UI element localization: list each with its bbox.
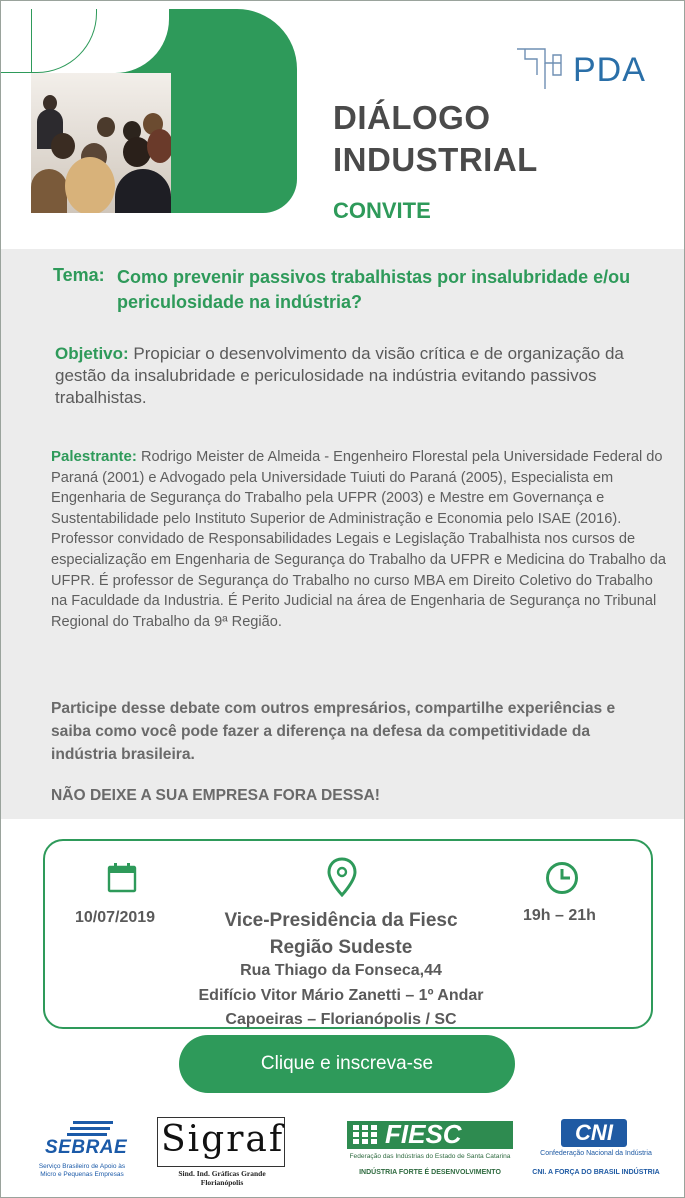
cni-subtitle: Confederação Nacional da Indústria: [540, 1150, 652, 1157]
sebrae-name: SEBRAE: [45, 1137, 128, 1158]
event-address: [151, 959, 531, 1033]
objetivo-text: Propiciar o desenvolvimento da visão crítica e de organização da gestão da insalubridade e periculosidade na indústria evitando passivos trabalhistas.: [55, 344, 624, 407]
cni-logo: [529, 1119, 663, 1183]
fiesc-subtitle: Federação das Indústrias do Estado de Santa Catarina: [349, 1153, 511, 1160]
decorative-outline-line: [31, 9, 32, 73]
tema-label: Tema:: [53, 265, 105, 285]
audience-photo: [31, 73, 171, 213]
location-pin-icon: [327, 857, 357, 897]
cni-name: CNI: [575, 1120, 613, 1145]
address-line1: Rua Thiago da Fonseca,44: [240, 962, 442, 979]
sebrae-subtitle: Serviço Brasileiro de Apoio às Micro e Pequenas Empresas: [38, 1163, 126, 1178]
palestrante-label: Palestrante:: [51, 448, 137, 465]
fiesc-grid-icon: [353, 1125, 377, 1145]
event-time: 19h – 21h: [523, 907, 596, 924]
tema-text: Como prevenir passivos trabalhistas por insalubridade e/ou periculosidade na indústria?: [117, 267, 631, 312]
header: [1, 1, 685, 249]
participe-paragraph: Participe desse debate com outros empresários, compartilhe experiências e saiba como você pode fazer a diferença na defesa da competitividade da indústria brasileira.: [51, 700, 616, 763]
pda-brand-text: PDA: [573, 51, 646, 89]
register-button[interactable]: Clique e inscreva-se: [179, 1035, 515, 1093]
venue-line1: Vice-Presidência da Fiesc: [224, 910, 458, 931]
sebrae-lines-icon: [67, 1119, 117, 1137]
page-title-line1: DIÁLOGO: [333, 99, 491, 136]
address-line2: Edifício Vitor Mário Zanetti – 1º Andar: [198, 986, 484, 1004]
fiesc-name: FIESC: [385, 1119, 462, 1149]
fiesc-logo: [347, 1119, 513, 1183]
cni-slogan: CNI. A FORÇA DO BRASIL INDÚSTRIA: [532, 1169, 660, 1176]
sigraf-name: Sigraf: [161, 1119, 285, 1160]
sigraf-subtitle: Sind. Ind. Gráficas Grande Florianópolis: [178, 1169, 266, 1187]
event-venue: [181, 907, 501, 961]
palestrante-text: Rodrigo Meister de Almeida - Engenheiro Florestal pela Universidade Federal do Paraná (2001) e Advogado pela Universidade Tuiuti do Paraná (2005), Especialista em Engenharia de Segurança do Trabalho pela UFPR (2003) e Mestre em Governança e Sustentabilidade pelo Instituto Superior de Administração e Economia pelo ISAE (2016). Professor convidado de Responsabilidades Legais e Legislação Trabalhista nos cursos de especialização em Engenharia de Segurança do Trabalho da UFPR e Medicina do Trabalho da UFPR. É professor de Segurança do Trabalho no curso MBA em Direito Coletivo do Trabalho na Faculdade da Industria. É Perito Judicial na área de Engenharia de Segurança no Tribunal Regional do Trabalho da 9ª Região.: [51, 449, 666, 630]
event-date: 10/07/2019: [75, 909, 156, 926]
sigraf-logo: [157, 1117, 287, 1187]
page-title-line2: INDUSTRIAL: [333, 141, 538, 178]
decorative-outline-shape: [0, 9, 97, 73]
sponsor-logos: [1, 1101, 685, 1198]
sebrae-logo: [37, 1119, 127, 1181]
page-subtitle: CONVITE: [333, 198, 431, 223]
clock-icon: [545, 861, 579, 895]
objetivo-paragraph: [55, 343, 671, 409]
fiesc-slogan: INDÚSTRIA FORTE É DESENVOLVIMENTO: [359, 1169, 501, 1176]
content-panel: [1, 249, 685, 819]
objetivo-label: Objetivo:: [55, 344, 129, 363]
calendar-icon: [107, 863, 137, 893]
address-line3: Capoeiras – Florianópolis / SC: [225, 1011, 457, 1028]
palestrante-paragraph: [51, 447, 671, 632]
venue-line2: Região Sudeste: [269, 937, 413, 958]
call-to-action-text: NÃO DEIXE A SUA EMPRESA FORA DESSA!: [51, 787, 380, 804]
